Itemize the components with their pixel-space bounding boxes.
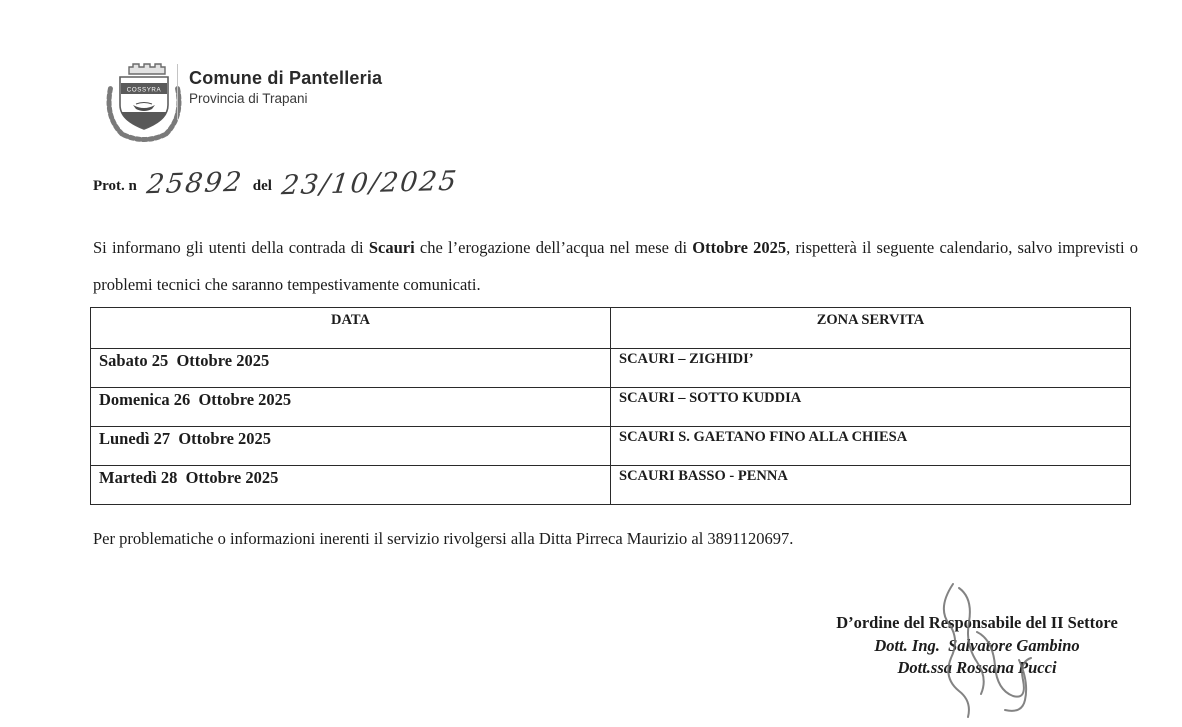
province-subtitle: Provincia di Trapani	[189, 91, 308, 106]
table-row	[91, 388, 1131, 427]
signature-name-pucci: Dott.ssa Rossana Pucci	[897, 658, 1057, 677]
table-row	[91, 427, 1131, 466]
protocol-date-label: del	[252, 178, 272, 194]
table-row	[91, 466, 1131, 505]
table-row	[91, 349, 1131, 388]
zone-cell: SCAURI BASSO - PENNA	[611, 466, 1131, 505]
zone-cell: SCAURI – ZIGHIDI’	[611, 349, 1131, 388]
crown-icon	[129, 64, 165, 74]
crest-motto-text: COSSYRA	[126, 86, 162, 94]
water-schedule-table	[90, 307, 1131, 505]
column-header-zona-servita: ZONA SERVITA	[611, 308, 1131, 349]
date-cell: Domenica 26 Ottobre 2025	[91, 388, 611, 427]
protocol-date-handwritten: 23/10/2025	[279, 165, 460, 202]
municipality-title: Comune di Pantelleria	[189, 68, 383, 88]
zone-cell: SCAURI S. GAETANO FINO ALLA CHIESA	[611, 427, 1131, 466]
municipal-crest-logo	[102, 60, 186, 142]
protocol-number-label: Prot. n	[93, 178, 137, 194]
date-cell: Sabato 25 Ottobre 2025	[91, 349, 611, 388]
signature-authority-line: D’ordine del Responsabile del II Settore	[836, 613, 1118, 632]
zone-cell: SCAURI – SOTTO KUDDIA	[611, 388, 1131, 427]
protocol-line	[93, 166, 464, 206]
header-divider	[177, 64, 178, 120]
signature-block	[817, 612, 1137, 680]
contact-note: Per problematiche o informazioni inerenti il servizio rivolgersi alla Ditta Pirreca Maurizio al 3891120697.	[93, 529, 794, 548]
table-header-row	[91, 308, 1131, 349]
protocol-number-handwritten: 25892	[144, 166, 245, 201]
signature-name-gambino: Dott. Ing. Salvatore Gambino	[874, 635, 1080, 655]
shield-base	[121, 112, 167, 129]
notice-paragraph: Si informano gli utenti della contrada di Scauri che l’erogazione dell’acqua nel mese di Ottobre 2025, rispetterà il seguente calendario, salvo imprevisti o problemi tecnici che saranno tempestivamente comunicati.	[93, 238, 1139, 294]
column-header-data: DATA	[91, 308, 611, 349]
laurel-branch-bottom	[124, 135, 164, 140]
date-cell: Martedì 28 Ottobre 2025	[91, 466, 611, 505]
date-cell: Lunedì 27 Ottobre 2025	[91, 427, 611, 466]
